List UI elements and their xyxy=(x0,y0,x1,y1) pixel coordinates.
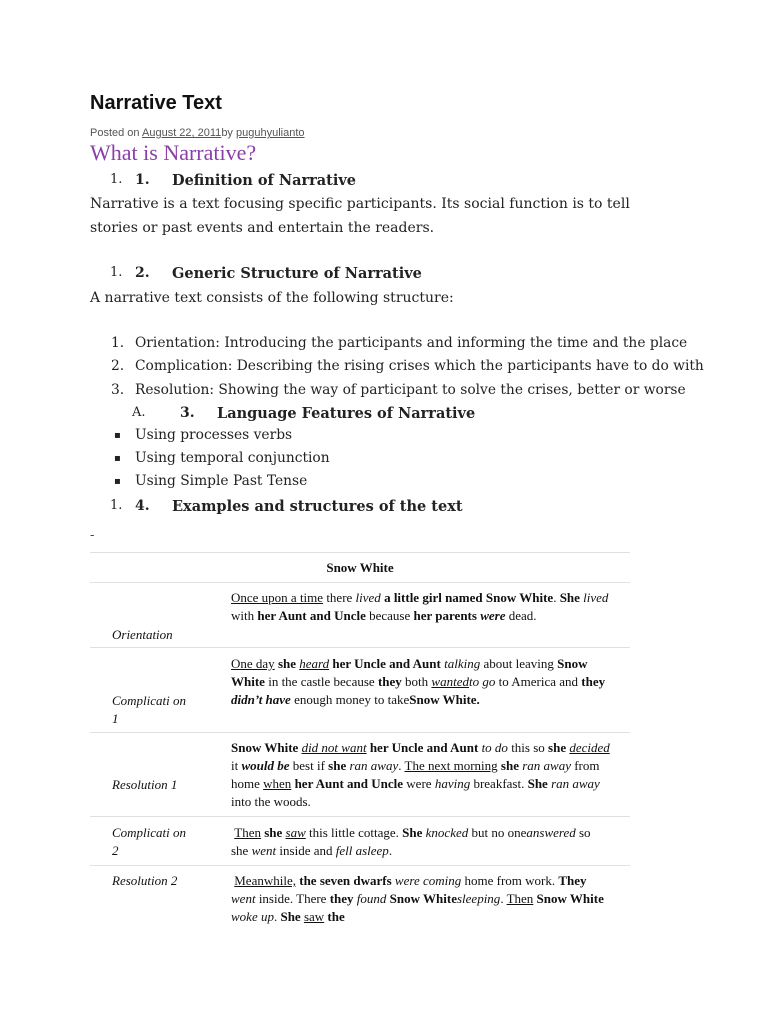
table-rule xyxy=(90,552,630,553)
section-title: Language Features of Narrative xyxy=(217,405,476,422)
table-rule xyxy=(90,647,630,648)
table-header: Snow White xyxy=(326,560,394,575)
list-number: 3. xyxy=(111,382,125,398)
row-text-resolution-2: Meanwhile, the seven dwarfs were coming home from work. They went inside. There they found Snow Whitesleeping. Then Snow White woke up. She saw the xyxy=(231,873,604,924)
section-title: Generic Structure of Narrative xyxy=(172,265,422,282)
list-number: 2. xyxy=(111,358,125,374)
table-rule xyxy=(90,865,630,866)
table-rule xyxy=(90,732,630,733)
post-title: Narrative Text xyxy=(90,92,222,114)
row-label-orientation: Orientation xyxy=(112,627,173,642)
bullet-icon: ▪ xyxy=(114,476,121,487)
list-text: Using temporal conjunction xyxy=(135,450,330,466)
section-number: 1. xyxy=(135,172,150,188)
list-text: Using Simple Past Tense xyxy=(135,473,308,489)
row-label-resolution-1: Resolution 1 xyxy=(112,777,178,792)
section-marker: A. xyxy=(132,405,146,420)
dash-separator: - xyxy=(90,528,95,543)
list-text: Orientation: Introducing the participants and informing the time and the place xyxy=(135,335,688,351)
structure-intro: A narrative text consists of the following structure: xyxy=(90,290,454,306)
section-marker: 1. xyxy=(110,172,123,187)
list-text: Resolution: Showing the way of participant to solve the crises, better or worse xyxy=(135,382,686,398)
post-meta xyxy=(90,127,305,139)
row-label-resolution-2: Resolution 2 xyxy=(112,873,178,888)
definition-paragraph: Narrative is a text focusing specific participants. Its social function is to tell stories or past events and entertain the readers. xyxy=(90,196,630,236)
row-text-complication-1: One day she heard her Uncle and Aunt talking about leaving Snow White in the castle because they both wantedto go to America and they didn’t have enough money to takeSnow White. xyxy=(231,656,606,707)
posted-on-label: Posted on xyxy=(90,127,142,139)
post-date-link[interactable]: August 22, 2011 xyxy=(142,127,222,139)
row-text-complication-2: Then she saw this little cottage. She knocked but no oneanswered so she went inside and fell asleep. xyxy=(231,825,591,858)
what-is-narrative-heading: What is Narrative? xyxy=(90,140,257,165)
section-marker: 1. xyxy=(110,265,123,280)
list-number: 1. xyxy=(111,335,125,351)
by-label: by xyxy=(221,127,236,139)
section-title: Examples and structures of the text xyxy=(172,498,463,515)
row-label-complication-2: Complicati on 2 xyxy=(112,825,187,858)
list-text: Complication: Describing the rising crises which the participants have to do with xyxy=(135,358,704,374)
section-marker: 1. xyxy=(110,498,123,513)
table-rule xyxy=(90,582,630,583)
row-label-complication-1: Complicati on 1 xyxy=(112,693,187,726)
row-text-resolution-1: Snow White did not want her Uncle and Aunt to do this so she decided it would be best if she ran away. The next morning she ran away from home when her Aunt and Uncle were having breakfast. She ran away into the woods. xyxy=(231,740,610,809)
bullet-icon: ▪ xyxy=(114,430,121,441)
list-text: Using processes verbs xyxy=(135,427,293,443)
author-link[interactable]: puguhyulianto xyxy=(236,127,305,139)
section-number: 2. xyxy=(135,265,150,281)
bullet-icon: ▪ xyxy=(114,453,121,464)
section-number: 3. xyxy=(180,405,195,421)
table-rule xyxy=(90,816,630,817)
section-number: 4. xyxy=(135,498,150,514)
row-text-orientation: Once upon a time there lived a little girl named Snow White. She lived with her Aunt and Uncle because her parents were dead. xyxy=(231,590,609,623)
section-title: Definition of Narrative xyxy=(172,172,356,189)
